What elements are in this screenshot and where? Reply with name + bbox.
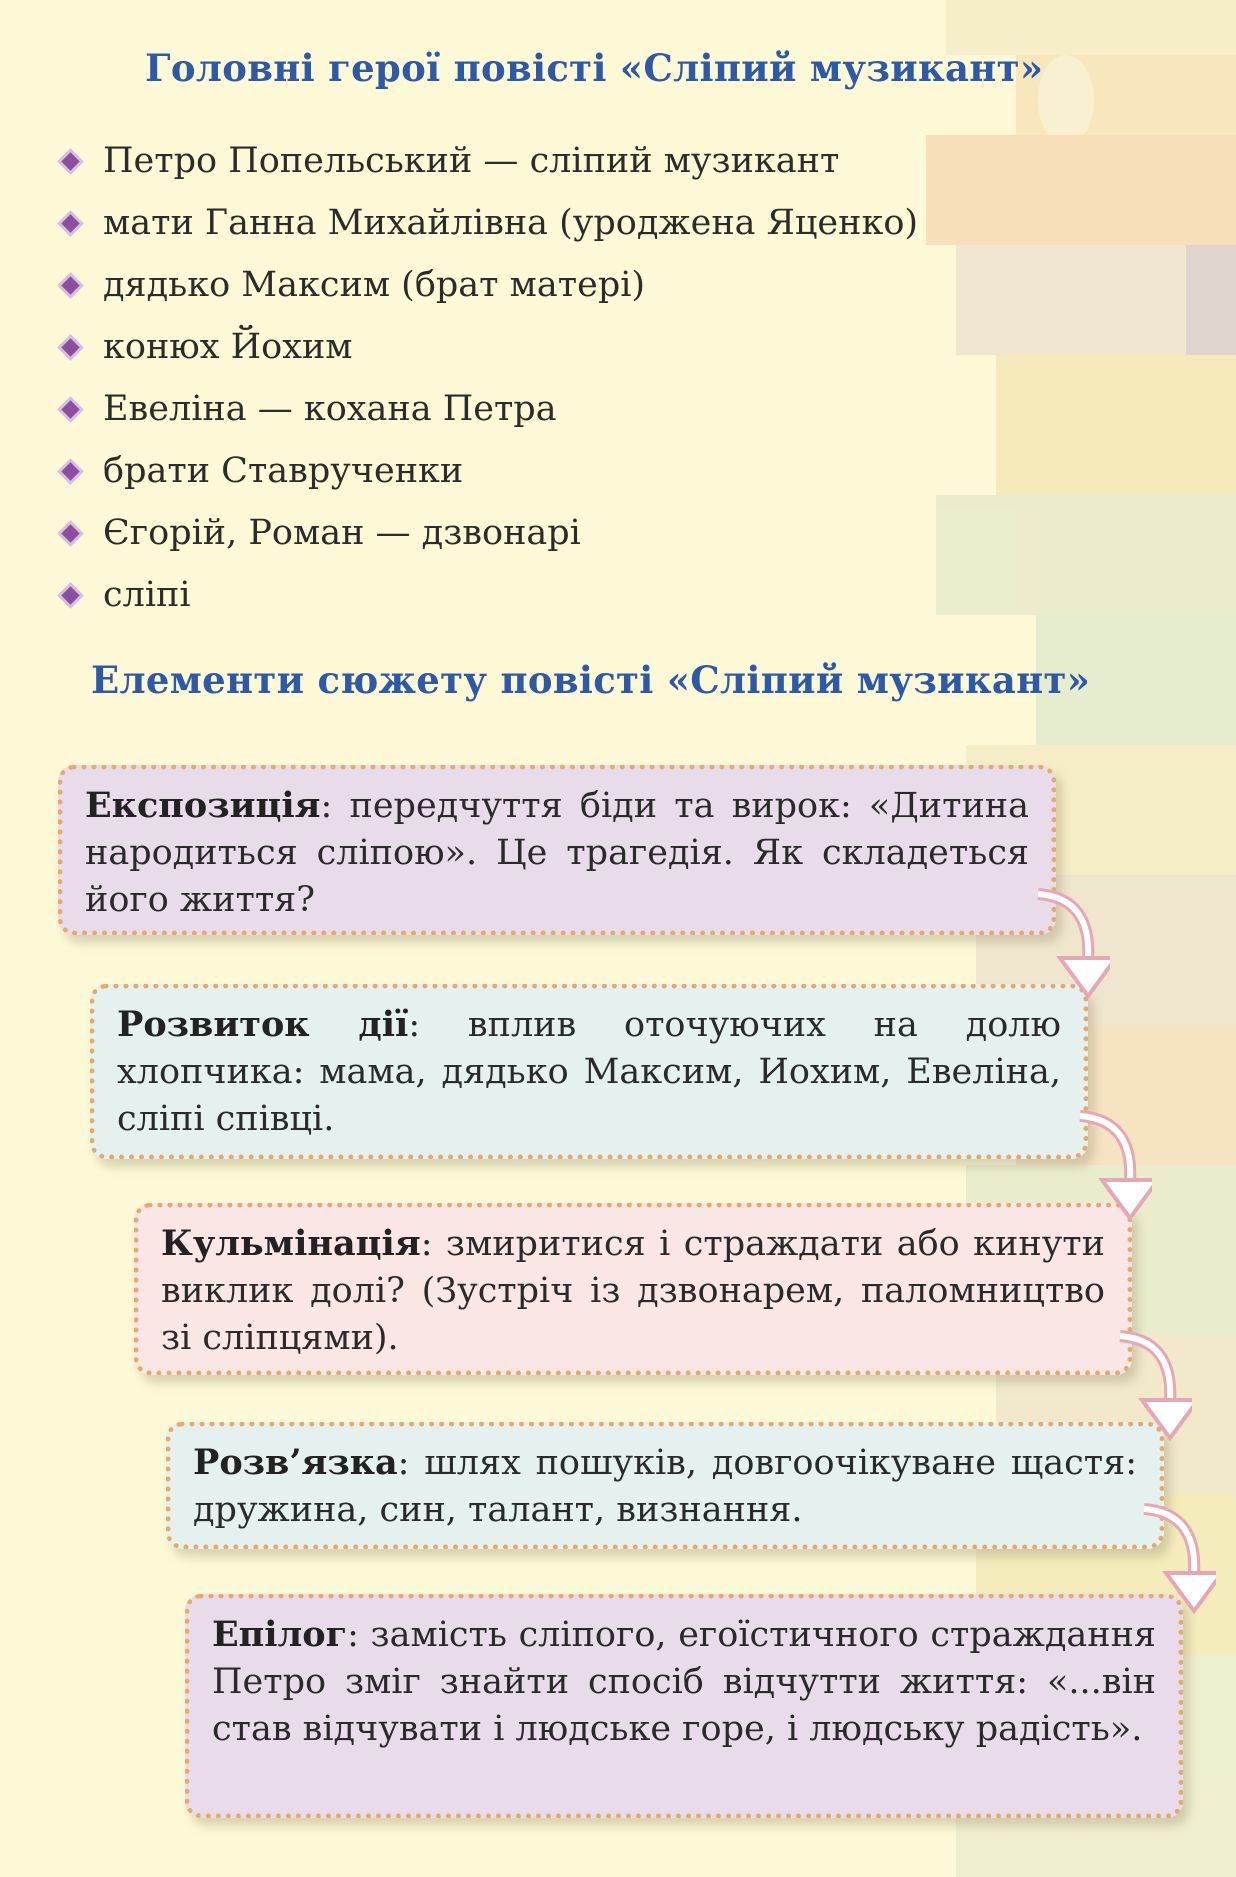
diamond-bullet-icon xyxy=(61,338,79,356)
list-item: сліпі xyxy=(56,564,918,626)
diamond-bullet-icon xyxy=(61,586,79,604)
plot-term: Епілог xyxy=(212,1614,348,1655)
list-item: Єгорій, Роман — дзвонарі xyxy=(56,502,918,564)
list-item: конюх Йохим xyxy=(56,316,918,378)
curved-arrow-icon xyxy=(1112,1330,1192,1450)
list-item: дядько Максим (брат матері) xyxy=(56,254,918,316)
plot-card-climax xyxy=(134,1203,1132,1375)
plot-card-resolution xyxy=(166,1422,1164,1549)
list-item: Евеліна — кохана Петра xyxy=(56,378,918,440)
plot-text: : змиритися і страждати або кинути виклик долі? (Зустріч із дзвонарем, паломництво зі сліпцями). xyxy=(161,1224,1105,1358)
plot-text: : шлях пошуків, довгоочікуване щастя: дружина, син, талант, визнання. xyxy=(193,1443,1137,1530)
curved-arrow-icon xyxy=(1030,888,1110,1008)
diamond-bullet-icon xyxy=(61,524,79,542)
plot-term: Розв’язка xyxy=(193,1442,398,1483)
list-item: Петро Попельський — сліпий музикант xyxy=(56,130,918,192)
diamond-bullet-icon xyxy=(61,400,79,418)
plot-card-epilogue xyxy=(185,1594,1183,1818)
heroes-heading: Головні герої повісті «Сліпий музикант» xyxy=(145,46,1044,90)
plot-term: Розвиток дії xyxy=(117,1004,409,1045)
curved-arrow-icon xyxy=(1072,1110,1152,1230)
plot-card-rising-action xyxy=(90,984,1088,1159)
list-item: мати Ганна Михайлівна (уроджена Яценко) xyxy=(56,192,918,254)
list-item: брати Ставрученки xyxy=(56,440,918,502)
curved-arrow-icon xyxy=(1136,1503,1216,1623)
plot-text: : вплив оточуючих на долю хлопчика: мама, дядько Максим, Иохим, Евеліна, сліпі співці. xyxy=(117,1005,1061,1139)
plot-term: Кульмінація xyxy=(161,1223,421,1264)
plot-text: : передчуття біди та вирок: «Дитина народиться сліпою». Це трагедія. Як складеться його життя? xyxy=(85,786,1029,920)
diamond-bullet-icon xyxy=(61,276,79,294)
heroes-list xyxy=(56,130,918,626)
plot-text: : замість сліпого, егоїстичного страждання Петро зміг знайти спосіб відчутти життя: «...він став відчувати і людське горе, і людську радість». xyxy=(212,1615,1156,1749)
diamond-bullet-icon xyxy=(61,152,79,170)
plot-card-exposition xyxy=(58,765,1056,935)
diamond-bullet-icon xyxy=(61,214,79,232)
diamond-bullet-icon xyxy=(61,462,79,480)
plot-heading: Елементи сюжету повісті «Сліпий музикант» xyxy=(91,658,1091,702)
plot-term: Експозиція xyxy=(85,785,321,826)
